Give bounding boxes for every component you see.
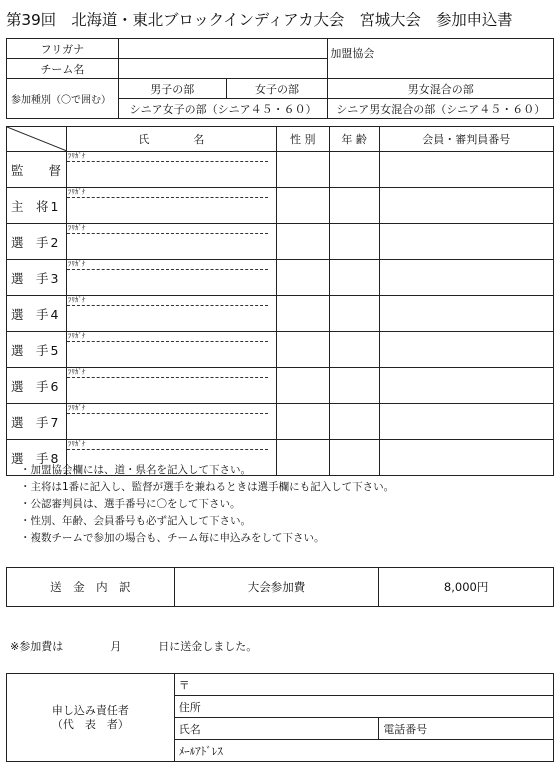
player-member-no-field[interactable]: [379, 188, 553, 224]
form-title: 第39回 北海道・東北ブロックインディアカ大会 宮城大会 参加申込書: [6, 11, 513, 29]
team-name-field[interactable]: [118, 59, 328, 79]
player-role-label: 選 手: [11, 450, 49, 466]
player-age-field[interactable]: [329, 404, 379, 440]
association-field[interactable]: [328, 39, 554, 79]
sent-month: 月: [110, 640, 122, 653]
player-gender-field[interactable]: [276, 332, 329, 368]
representative-label-line1: 申し込み責任者: [51, 703, 129, 717]
furigana-line: ﾌﾘｶﾞﾅ: [67, 440, 268, 450]
player-age-field[interactable]: [329, 332, 379, 368]
instructions-list: [20, 462, 540, 547]
rep-name-field[interactable]: [174, 718, 379, 740]
player-role: [7, 296, 67, 332]
address-label: 住所: [178, 700, 201, 714]
category-senior-women[interactable]: シニア女子の部（シニア４５・６０）: [118, 99, 328, 119]
player-role-label: 選 手: [11, 342, 49, 358]
phone-label: 電話番号: [383, 722, 428, 736]
players-header-row: [7, 127, 554, 152]
player-member-no-field[interactable]: [379, 152, 553, 188]
player-member-no-field[interactable]: [379, 404, 553, 440]
representative-label: [7, 674, 175, 762]
member-no-header: 会員・審判員番号: [379, 127, 553, 152]
player-gender-field[interactable]: [276, 152, 329, 188]
player-name-field[interactable]: [66, 188, 276, 224]
player-name-field[interactable]: [66, 332, 276, 368]
player-role: [7, 332, 67, 368]
player-role-label: 選 手: [11, 414, 49, 430]
category-men[interactable]: 男子の部: [118, 79, 226, 99]
email-field[interactable]: [174, 740, 553, 762]
player-number: 7: [50, 414, 59, 430]
player-row: [7, 188, 554, 224]
player-age-field[interactable]: [329, 152, 379, 188]
category-mixed[interactable]: 男女混合の部: [328, 79, 554, 99]
player-gender-field[interactable]: [276, 224, 329, 260]
fee-table: [6, 567, 554, 607]
payment-sent-line: [10, 638, 550, 654]
player-role: [7, 368, 67, 404]
instruction-item: ・加盟協会欄には、道・県名を記入して下さい。: [20, 464, 251, 476]
furigana-line: ﾌﾘｶﾞﾅ: [67, 296, 268, 306]
sent-prefix: ※参加費は: [10, 640, 64, 653]
fee-amount: 8,000円: [379, 568, 554, 607]
player-role: [7, 404, 67, 440]
player-number: 4: [50, 306, 59, 322]
player-age-field[interactable]: [329, 188, 379, 224]
representative-table: [6, 673, 554, 762]
instruction-item: ・複数チームで参加の場合も、チーム毎に申込みをして下さい。: [20, 532, 325, 544]
postal-code-field[interactable]: [174, 674, 553, 696]
player-row: [7, 296, 554, 332]
player-role-label: 主 将: [11, 198, 49, 214]
player-role-label: 選 手: [11, 378, 49, 394]
diagonal-header-cell: [7, 127, 67, 152]
rep-name-label: 氏名: [178, 722, 201, 736]
player-row: [7, 404, 554, 440]
address-field[interactable]: [174, 696, 553, 718]
player-row: [7, 152, 554, 188]
player-role: [7, 260, 67, 296]
players-table: [6, 126, 554, 476]
fee-label: 送 金 内 訳: [7, 568, 175, 607]
player-age-field[interactable]: [329, 296, 379, 332]
player-number: 3: [50, 270, 59, 286]
player-age-field[interactable]: [329, 224, 379, 260]
email-label: ﾒｰﾙｱﾄﾞﾚｽ: [178, 744, 223, 758]
player-number: 5: [50, 342, 59, 358]
player-row: [7, 332, 554, 368]
furigana-line: ﾌﾘｶﾞﾅ: [67, 152, 268, 162]
diagonal-line: [7, 127, 67, 151]
furigana-line: ﾌﾘｶﾞﾅ: [67, 224, 268, 234]
player-role-label: 選 手: [11, 234, 49, 250]
furigana-line: ﾌﾘｶﾞﾅ: [67, 188, 268, 198]
player-member-no-field[interactable]: [379, 296, 553, 332]
player-role: [7, 224, 67, 260]
player-gender-field[interactable]: [276, 188, 329, 224]
player-role-label: 選 手: [11, 306, 49, 322]
player-name-field[interactable]: [66, 152, 276, 188]
player-number: 1: [50, 198, 59, 214]
player-role-label: 選 手: [11, 270, 49, 286]
furigana-label: フリガナ: [7, 39, 119, 59]
sent-suffix: 日に送金しました。: [158, 640, 258, 653]
player-gender-field[interactable]: [276, 296, 329, 332]
player-name-field[interactable]: [66, 404, 276, 440]
player-role: [7, 152, 67, 188]
postal-mark: 〒: [178, 678, 190, 692]
player-row: [7, 224, 554, 260]
player-gender-field[interactable]: [276, 404, 329, 440]
instruction-item: ・性別、年齢、会員番号も必ず記入して下さい。: [20, 515, 251, 527]
furigana-line: ﾌﾘｶﾞﾅ: [67, 260, 268, 270]
player-name-field[interactable]: [66, 260, 276, 296]
fee-item: 大会参加費: [174, 568, 379, 607]
furigana-line: ﾌﾘｶﾞﾅ: [67, 332, 268, 342]
player-number: 8: [50, 450, 59, 466]
phone-field[interactable]: [379, 718, 554, 740]
age-header: 年 齢: [329, 127, 379, 152]
player-gender-field[interactable]: [276, 368, 329, 404]
player-member-no-field[interactable]: [379, 368, 553, 404]
player-role: [7, 188, 67, 224]
name-header: 氏 名: [66, 127, 276, 152]
association-label: 加盟協会: [330, 47, 375, 60]
player-name-field[interactable]: [66, 224, 276, 260]
player-row: [7, 260, 554, 296]
representative-label-line2: （代 表 者）: [51, 717, 129, 731]
player-name-field[interactable]: [66, 296, 276, 332]
player-role-label: 監 督: [11, 162, 62, 178]
player-number: 2: [50, 234, 59, 250]
furigana-line: ﾌﾘｶﾞﾅ: [67, 404, 268, 414]
category-senior-mixed[interactable]: シニア男女混合の部（シニア４５・６０）: [328, 99, 554, 119]
gender-header: 性 別: [276, 127, 329, 152]
team-name-label: チーム名: [7, 59, 119, 79]
player-name-field[interactable]: [66, 368, 276, 404]
furigana-line: ﾌﾘｶﾞﾅ: [67, 368, 268, 378]
category-label: 参加種別（〇で囲む）: [7, 79, 119, 119]
player-member-no-field[interactable]: [379, 260, 553, 296]
player-member-no-field[interactable]: [379, 224, 553, 260]
player-number: 6: [50, 378, 59, 394]
player-age-field[interactable]: [329, 260, 379, 296]
player-row: [7, 368, 554, 404]
instruction-item: ・公認審判員は、選手番号に〇をして下さい。: [20, 498, 241, 510]
player-gender-field[interactable]: [276, 260, 329, 296]
team-furigana-field[interactable]: [118, 39, 328, 59]
instruction-item: ・主将は1番に記入し、監督が選手を兼ねるときは選手欄にも記入して下さい。: [20, 481, 395, 493]
player-age-field[interactable]: [329, 368, 379, 404]
category-women[interactable]: 女子の部: [226, 79, 328, 99]
player-member-no-field[interactable]: [379, 332, 553, 368]
team-info-table: [6, 38, 554, 119]
